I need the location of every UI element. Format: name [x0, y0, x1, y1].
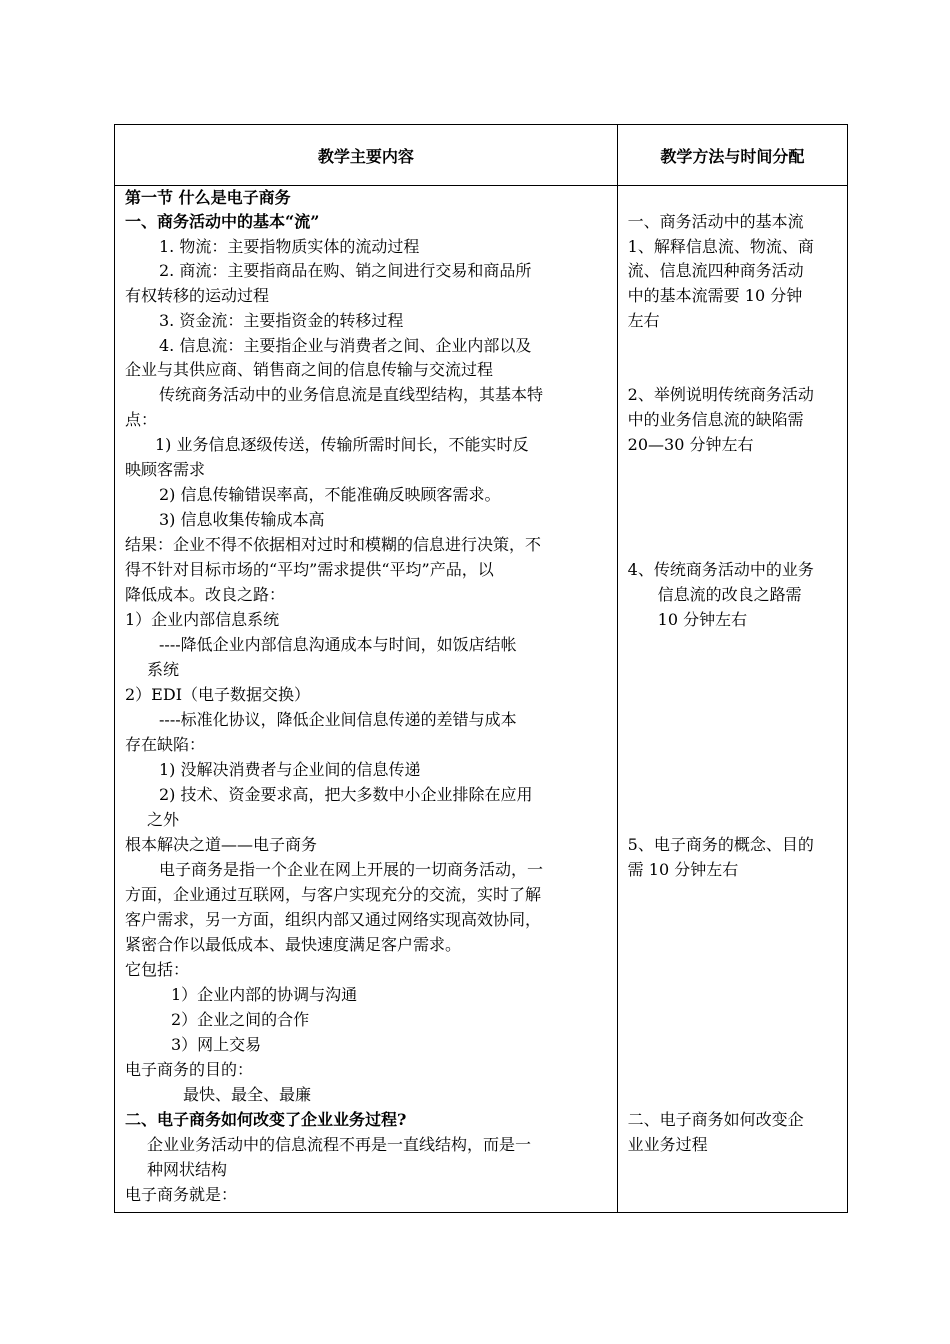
lesson-plan-table	[114, 124, 848, 1213]
method-text-line: 中的基本流需要 10 分钟	[627, 286, 803, 305]
method-text-line: 10 分钟左右	[657, 610, 748, 629]
table-header-row	[115, 125, 848, 186]
main-content-cell	[115, 186, 618, 1213]
content-text-line: 它包括：	[125, 960, 190, 979]
content-text-line: 企业与其供应商、销售商之间的信息传输与交流过程	[125, 360, 494, 379]
content-text-line: 二、电子商务如何改变了企业业务过程?	[125, 1110, 407, 1129]
content-text-line: 电子商务的目的：	[125, 1060, 254, 1079]
content-text-line: 第一节 什么是电子商务	[125, 188, 291, 207]
header-main-content: 教学主要内容	[115, 125, 618, 186]
method-time-cell	[617, 186, 847, 1213]
method-text-line: 20—30 分钟左右	[627, 435, 754, 454]
content-text-line: 2) 技术、资金要求高，把大多数中小企业排除在应用	[159, 785, 533, 804]
content-text-line: 系统	[147, 660, 180, 679]
content-text-line: 2) 信息传输错误率高，不能准确反映顾客需求。	[159, 485, 501, 504]
method-text-line: 2、举例说明传统商务活动	[627, 385, 814, 404]
content-text-line: ----标准化协议，降低企业间信息传递的差错与成本	[159, 710, 517, 729]
content-text-line: 2）EDI（电子数据交换）	[125, 685, 311, 704]
method-text-line: 流、信息流四种商务活动	[627, 261, 804, 280]
content-text-line: 3. 资金流：主要指资金的转移过程	[159, 311, 404, 330]
content-text-line: 3）网上交易	[171, 1035, 262, 1054]
method-text-line: 需 10 分钟左右	[627, 860, 739, 879]
method-text-line: 5、电子商务的概念、目的	[627, 835, 814, 854]
content-text-line: 企业业务活动中的信息流程不再是一直线结构，而是一	[147, 1135, 532, 1154]
content-text-line: 根本解决之道——电子商务	[125, 835, 318, 854]
content-text-line: 之外	[147, 810, 180, 829]
content-text-line: 一、商务活动中的基本“流”	[125, 212, 320, 231]
content-text-line: 2. 商流：主要指商品在购、销之间进行交易和商品所	[159, 261, 532, 280]
content-text-line: 映顾客需求	[125, 460, 206, 479]
content-text-line: 2）企业之间的合作	[171, 1010, 310, 1029]
content-text-line: 4. 信息流：主要指企业与消费者之间、企业内部以及	[159, 336, 532, 355]
method-text-line: 左右	[627, 311, 660, 330]
content-text-line: 结果：企业不得不依据相对过时和模糊的信息进行决策，不	[125, 535, 542, 554]
method-text-line: 二、电子商务如何改变企	[627, 1110, 804, 1129]
content-text-line: 方面，企业通过互联网，与客户实现充分的交流，实时了解	[125, 885, 542, 904]
method-time-lines	[618, 186, 847, 1212]
content-text-line: 3) 信息收集传输成本高	[159, 510, 325, 529]
method-text-line: 1、解释信息流、物流、商	[627, 237, 814, 256]
table-body-row	[115, 186, 848, 1213]
content-text-line: 电子商务就是：	[125, 1185, 238, 1204]
main-content-lines	[115, 186, 617, 1212]
content-text-line: 客户需求，另一方面，组织内部又通过网络实现高效协同，	[125, 910, 542, 929]
content-text-line: 1）企业内部的协调与沟通	[171, 985, 358, 1004]
content-text-line: 1. 物流：主要指物质实体的流动过程	[159, 237, 420, 256]
content-text-line: 电子商务是指一个企业在网上开展的一切商务活动，一	[159, 860, 544, 879]
method-text-line: 中的业务信息流的缺陷需	[627, 410, 804, 429]
method-text-line: 业业务过程	[627, 1135, 708, 1154]
content-text-line: 种网状结构	[147, 1160, 228, 1179]
content-text-line: ----降低企业内部信息沟通成本与时间，如饭店结帐	[159, 635, 517, 654]
content-text-line: 点：	[125, 410, 158, 429]
content-text-line: 有权转移的运动过程	[125, 286, 270, 305]
header-method-time: 教学方法与时间分配	[617, 125, 847, 186]
content-text-line: 1) 业务信息逐级传送，传输所需时间长，不能实时反	[155, 435, 529, 454]
content-text-line: 紧密合作以最低成本、最快速度满足客户需求。	[125, 935, 462, 954]
content-text-line: 最快、最全、最廉	[183, 1085, 312, 1104]
content-text-line: 传统商务活动中的业务信息流是直线型结构，其基本特	[159, 385, 544, 404]
content-text-line: 1) 没解决消费者与企业间的信息传递	[159, 760, 421, 779]
content-text-line: 存在缺陷：	[125, 735, 206, 754]
content-text-line: 1）企业内部信息系统	[125, 610, 280, 629]
content-text-line: 得不针对目标市场的“平均”需求提供“平均”产品，以	[125, 560, 494, 579]
content-text-line: 降低成本。改良之路：	[125, 585, 286, 604]
method-text-line: 4、传统商务活动中的业务	[627, 560, 814, 579]
method-text-line: 一、商务活动中的基本流	[627, 212, 804, 231]
method-text-line: 信息流的改良之路需	[657, 585, 802, 604]
